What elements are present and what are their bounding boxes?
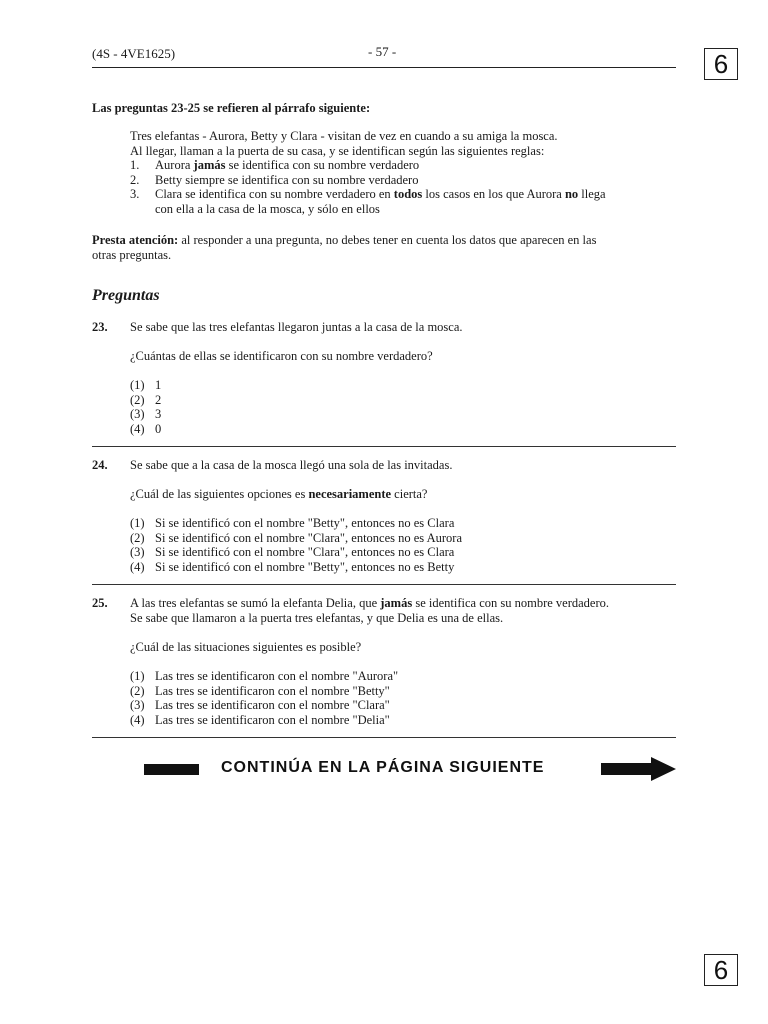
option-item[interactable] — [130, 698, 398, 713]
option-text: 3 — [155, 407, 162, 422]
continue-bar-icon — [144, 764, 199, 775]
question-divider — [92, 446, 676, 447]
option-item[interactable] — [130, 531, 462, 546]
intro-paragraph — [130, 129, 558, 158]
option-text: Si se identificó con el nombre "Betty", entonces no es Betty — [155, 559, 455, 574]
question-ask: ¿Cuál de las siguientes opciones es necesariamente cierta? — [130, 487, 428, 501]
option-item[interactable] — [130, 684, 398, 699]
question-stem-2: Se sabe que llamaron a la puerta tres elefantas, y que Delia es una de ellas. — [130, 611, 504, 625]
option-text: Las tres se identificaron con el nombre "Clara" — [155, 698, 390, 713]
rules-list — [130, 158, 606, 216]
option-key: (1) — [130, 516, 145, 530]
rule-text: se identifica con su nombre verdadero — [225, 158, 420, 172]
question-stem: Se sabe que a la casa de la mosca llegó una sola de las invitadas. — [130, 458, 453, 472]
rule-emphasis: jamás — [193, 158, 226, 172]
intro-line: Tres elefantas - Aurora, Betty y Clara - visitan de vez en cuando a su amiga la mosca. — [130, 129, 558, 143]
rule-emphasis: todos — [393, 187, 423, 202]
option-item[interactable] — [130, 669, 398, 684]
rule-text: Betty siempre se identifica con su nombre verdadero — [155, 172, 419, 187]
attention-note — [92, 233, 596, 262]
option-item[interactable] — [130, 516, 462, 531]
option-item[interactable] — [130, 407, 161, 422]
option-item[interactable] — [130, 545, 462, 560]
stem-emphasis: jamás — [380, 596, 413, 610]
right-arrow-icon — [601, 757, 677, 781]
note-text: otras preguntas. — [92, 247, 172, 262]
option-text: Las tres se identificaron con el nombre "Aurora" — [155, 669, 399, 683]
rule-item — [130, 158, 606, 173]
rule-text: Aurora — [155, 158, 194, 172]
rule-text: con ella a la casa de la mosca, y sólo en ellos — [155, 201, 380, 216]
option-text: 2 — [155, 392, 162, 407]
option-key: (4) — [130, 559, 145, 574]
option-key: (3) — [130, 545, 145, 560]
rule-number: 1. — [130, 158, 140, 172]
option-text: Si se identificó con el nombre "Clara", entonces no es Aurora — [155, 530, 462, 545]
option-key: (2) — [130, 683, 145, 698]
intro-line: Al llegar, llaman a la puerta de su casa, y se identifican según las siguientes reglas: — [130, 143, 545, 158]
rule-text: Clara se identifica con su nombre verdadero en — [155, 187, 394, 202]
option-text: 1 — [155, 378, 162, 392]
options-list — [130, 378, 161, 436]
options-list — [130, 516, 462, 574]
question-number: 23. — [92, 320, 108, 334]
option-key: (3) — [130, 698, 145, 713]
rule-text: los casos en los que Aurora — [422, 187, 565, 202]
continue-text: CONTINÚA EN LA PÁGINA SIGUIENTE — [221, 759, 545, 776]
question-stem: A las tres elefantas se sumó la elefanta Delia, que jamás se identifica con su nombre verdadero. — [130, 596, 610, 610]
section-number-box-top: 6 — [704, 48, 738, 80]
section-number-box-bottom: 6 — [704, 954, 738, 986]
options-list — [130, 669, 398, 727]
header-divider — [92, 67, 676, 68]
option-text: Las tres se identificaron con el nombre "Delia" — [155, 712, 390, 727]
rule-item-continuation — [130, 202, 606, 217]
rule-text: llega — [578, 187, 606, 202]
option-text: Si se identificó con el nombre "Clara", entonces no es Clara — [155, 545, 455, 560]
rule-item — [130, 187, 606, 202]
option-key: (4) — [130, 421, 145, 436]
option-key: (1) — [130, 669, 145, 683]
ask-emphasis: necesariamente — [308, 487, 392, 501]
question-stem: Se sabe que las tres elefantas llegaron juntas a la casa de la mosca. — [130, 320, 463, 334]
option-key: (1) — [130, 378, 145, 392]
continue-banner — [144, 757, 676, 781]
option-key: (3) — [130, 407, 145, 422]
rule-emphasis: no — [564, 187, 579, 202]
option-text: Si se identificó con el nombre "Betty", entonces no es Clara — [155, 516, 455, 530]
rule-item — [130, 173, 606, 188]
intro-heading: Las preguntas 23-25 se refieren al párrafo siguiente: — [92, 101, 371, 115]
option-key: (2) — [130, 392, 145, 407]
option-item[interactable] — [130, 378, 161, 393]
note-label: Presta atención: — [92, 233, 179, 247]
option-key: (2) — [130, 530, 145, 545]
question-divider — [92, 737, 676, 738]
page-number: - 57 - — [368, 44, 397, 59]
option-item[interactable] — [130, 713, 398, 728]
question-number: 25. — [92, 596, 108, 610]
section-title: Preguntas — [92, 287, 160, 304]
note-text: al responder a una pregunta, no debes tener en cuenta los datos que aparecen en las — [178, 233, 597, 247]
option-text: Las tres se identificaron con el nombre "Betty" — [155, 683, 390, 698]
exam-code: (4S - 4VE1625) — [92, 46, 176, 61]
rule-number: 3. — [130, 187, 140, 202]
option-text: 0 — [155, 421, 162, 436]
option-item[interactable] — [130, 422, 161, 437]
question-number: 24. — [92, 458, 108, 472]
option-item[interactable] — [130, 560, 462, 575]
option-key: (4) — [130, 712, 145, 727]
option-item[interactable] — [130, 393, 161, 408]
question-divider — [92, 584, 676, 585]
question-ask: ¿Cuántas de ellas se identificaron con su nombre verdadero? — [130, 349, 433, 363]
question-ask: ¿Cuál de las situaciones siguientes es posible? — [130, 640, 362, 654]
rule-number: 2. — [130, 172, 140, 187]
